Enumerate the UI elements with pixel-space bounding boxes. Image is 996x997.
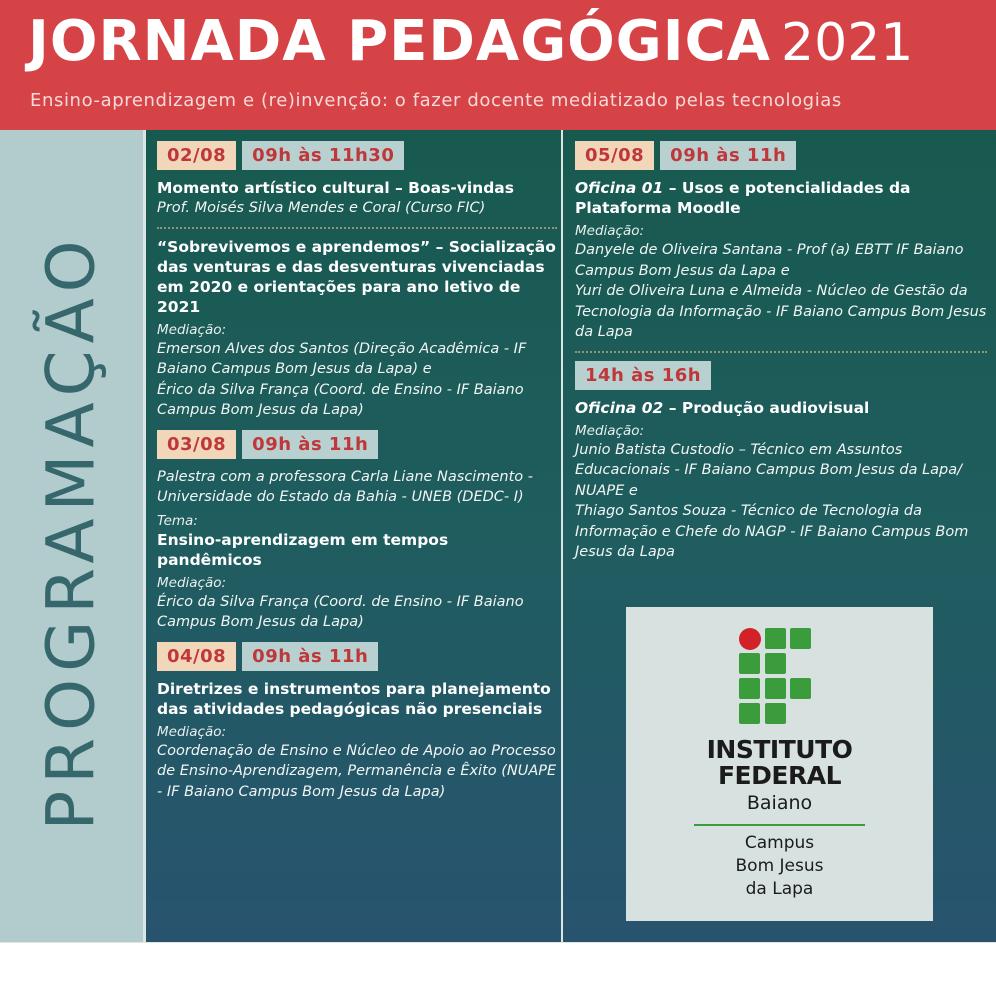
- day4-time-badge: 09h às 11h: [660, 141, 796, 170]
- workshop2-header: [575, 361, 987, 390]
- event-year: 2021: [781, 13, 914, 73]
- workshop2-time-badge: 14h às 16h: [575, 361, 711, 390]
- day1-mediation-label: Mediação:: [157, 321, 227, 338]
- day2-mediation-label: Mediação:: [157, 574, 227, 591]
- day1-session2-title: “Sobrevivemos e aprendemos” – Socialização das venturas e das desventuras vivenciadas em 2020 e orientações para ano letivo de 2021: [157, 237, 556, 316]
- workshop1-name: – Usos e potencialidades da Plataforma Moodle: [575, 179, 911, 217]
- programacao-label: PROGRAMAÇÃO: [32, 233, 110, 831]
- logo-campus-line2: Bom Jesus: [735, 856, 824, 876]
- day2-speaker: Palestra com a professora Carla Liane Nascimento - Universidade do Estado da Bahia - UNEB (DEDC- I): [157, 468, 533, 505]
- day1-time-badge: 09h às 11h30: [242, 141, 404, 170]
- logo-campus-name: [626, 832, 933, 901]
- logo-name: [626, 737, 933, 789]
- day1-mediator-1: Emerson Alves dos Santos (Direção Acadêmica - IF Baiano Campus Bom Jesus da Lapa) e: [157, 340, 527, 377]
- day3-header: [157, 642, 557, 671]
- workshop2-mediator-2: Thiago Santos Souza - Técnico de Tecnologia da Informação e Chefe do NAGP - IF Baiano Campus Bom Jesus da Lapa: [575, 503, 969, 560]
- schedule-right-column: [575, 141, 987, 563]
- workshop1-mediator-1: Danyele de Oliveira Santana - Prof (a) EBTT IF Baiano Campus Bom Jesus da Lapa e: [575, 242, 964, 279]
- dotted-separator: [157, 227, 557, 229]
- day1-session1-title: Momento artístico cultural – Boas-vindas: [157, 179, 514, 197]
- workshop2-name: – Produção audiovisual: [663, 398, 870, 417]
- event-title-main: JORNADA PEDAGÓGICA: [28, 9, 772, 74]
- day1-date-badge: 02/08: [157, 141, 236, 170]
- column-divider: [561, 130, 563, 942]
- workshop1-title: [575, 178, 987, 218]
- workshop2-mediator-1: Junio Batista Custodio – Técnico em Assuntos Educacionais - IF Baiano Campus Bom Jesus da Lapa/ NUAPE e: [575, 441, 963, 499]
- workshop2-title: [575, 398, 987, 418]
- day3-date-badge: 04/08: [157, 642, 236, 671]
- logo-line2: FEDERAL: [717, 761, 841, 790]
- day4-header: [575, 141, 987, 170]
- logo-baiano: Baiano: [746, 792, 813, 814]
- bottom-band: [0, 942, 996, 997]
- workshop1-prefix: Oficina 01: [575, 179, 664, 197]
- day2-date-badge: 03/08: [157, 430, 236, 459]
- day3-mediation-label: Mediação:: [157, 723, 227, 740]
- day1-header: [157, 141, 557, 170]
- day2-time-badge: 09h às 11h: [242, 430, 378, 459]
- day2-theme-label: Tema:: [157, 512, 198, 529]
- day2-mediator: Érico da Silva França (Coord. de Ensino - IF Baiano Campus Bom Jesus da Lapa): [157, 593, 524, 630]
- day1-session1-speaker: Prof. Moisés Silva Mendes e Coral (Curso FIC): [157, 200, 486, 216]
- dotted-separator: [575, 351, 987, 353]
- workshop2-mediation-label: Mediação:: [575, 422, 645, 439]
- workshop2-prefix: Oficina 02: [575, 398, 664, 417]
- workshop1-mediation-label: Mediação:: [575, 223, 645, 239]
- workshop1-mediator-2: Yuri de Oliveira Luna e Almeida - Núcleo de Gestão da Tecnologia da Informação - IF Baiano Campus Bom Jesus da Lapa: [575, 283, 987, 340]
- day4-date-badge: 05/08: [575, 141, 654, 170]
- logo-campus-line1: Campus: [744, 833, 815, 853]
- day1-mediator-2: Érico da Silva França (Coord. de Ensino - IF Baiano Campus Bom Jesus da Lapa): [157, 381, 524, 418]
- logo-campus-line3: da Lapa: [745, 879, 814, 899]
- panel-divider-left: [143, 130, 146, 942]
- event-subtitle: Ensino-aprendizagem e (re)invenção: o fazer docente mediatizado pelas tecnologias: [30, 90, 842, 111]
- day3-mediator: Coordenação de Ensino e Núcleo de Apoio ao Processo de Ensino-Aprendizagem, Permanência e Êxito (NUAPE - IF Baiano Campus Bom Jesus da Lapa): [157, 742, 557, 800]
- event-title: [28, 9, 914, 74]
- day2-theme-title: Ensino-aprendizagem em tempos pandêmicos: [157, 530, 449, 569]
- if-logo-mark-icon: [739, 628, 831, 724]
- schedule-left-column: [157, 141, 557, 802]
- day2-header: [157, 430, 557, 459]
- day3-time-badge: 09h às 11h: [242, 642, 378, 671]
- logo-divider: [694, 824, 865, 826]
- logo-line1: INSTITUTO: [706, 735, 853, 764]
- day3-title: Diretrizes e instrumentos para planejamento das atividades pedagógicas não presenciais: [157, 679, 551, 718]
